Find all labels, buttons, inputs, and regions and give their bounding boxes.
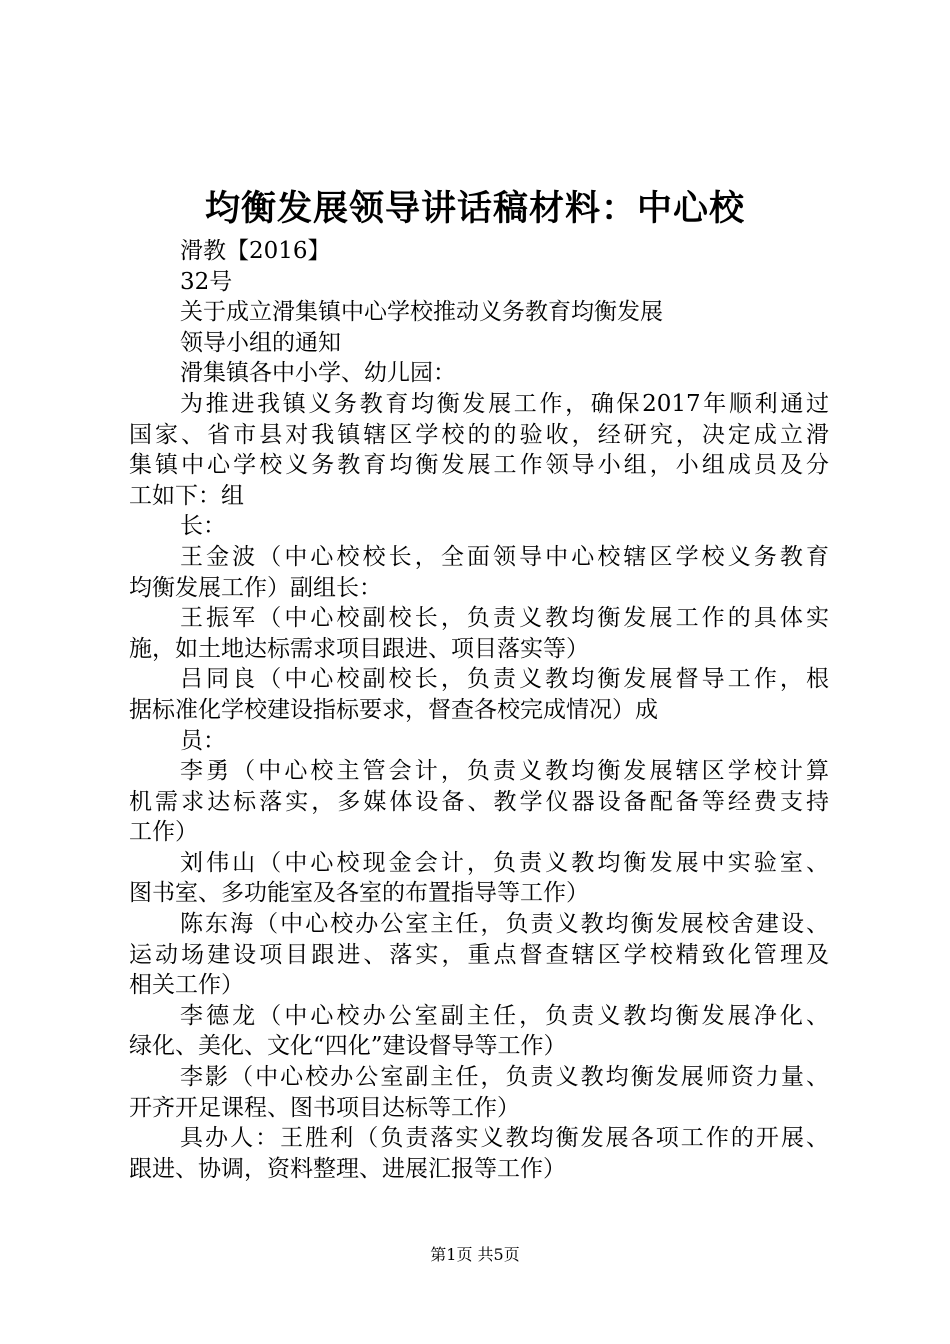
body-line: 李德龙（中心校办公室副主任，负责义教均衡发展净化、 bbox=[180, 1002, 829, 1029]
body-line: 关于成立滑集镇中心学校推动义务教育均衡发展 bbox=[180, 299, 663, 326]
body-line: 绿化、美化、文化“四化”建设督导等工作） bbox=[129, 1033, 567, 1060]
body-line: 李勇（中心校主管会计，负责义教均衡发展辖区学校计算 bbox=[180, 758, 829, 785]
body-line: 相关工作） bbox=[129, 972, 244, 999]
document-body bbox=[129, 236, 829, 1184]
body-line: 员： bbox=[180, 727, 226, 754]
body-line: 刘伟山（中心校现金会计，负责义教均衡发展中实验室、 bbox=[180, 849, 829, 876]
body-line: 跟进、协调，资料整理、进展汇报等工作） bbox=[129, 1155, 566, 1182]
body-line: 开齐开足课程、图书项目达标等工作） bbox=[129, 1094, 520, 1121]
body-line: 机需求达标落实，多媒体设备、教学仪器设备配备等经费支持 bbox=[129, 788, 829, 815]
body-line: 运动场建设项目跟进、落实，重点督查辖区学校精致化管理及 bbox=[129, 941, 829, 968]
body-line: 长： bbox=[180, 513, 226, 540]
body-line: 为推进我镇义务教育均衡发展工作，确保2017年顺利通过 bbox=[180, 390, 829, 417]
body-line: 工作） bbox=[129, 819, 198, 846]
body-line: 李影（中心校办公室副主任，负责义教均衡发展师资力量、 bbox=[180, 1064, 829, 1091]
body-line: 领导小组的通知 bbox=[180, 329, 341, 356]
body-line: 陈东海（中心校办公室主任，负责义教均衡发展校舍建设、 bbox=[180, 911, 829, 938]
body-line: 图书室、多功能室及各室的布置指导等工作） bbox=[129, 880, 589, 907]
body-line: 施，如土地达标需求项目跟进、项目落实等） bbox=[129, 635, 589, 662]
body-line: 国家、省市县对我镇辖区学校的的验收，经研究，决定成立滑 bbox=[129, 421, 829, 448]
body-line: 集镇中心学校义务教育均衡发展工作领导小组，小组成员及分 bbox=[129, 452, 829, 479]
document-title: 均衡发展领导讲话稿材料：中心校 bbox=[204, 188, 745, 229]
body-line: 32号 bbox=[180, 268, 233, 295]
body-line: 滑集镇各中小学、幼儿园： bbox=[180, 360, 456, 387]
body-line: 具办人：王胜利（负责落实义教均衡发展各项工作的开展、 bbox=[180, 1125, 829, 1152]
body-line: 吕同良（中心校副校长，负责义教均衡发展督导工作，根 bbox=[180, 666, 829, 693]
body-line: 均衡发展工作）副组长： bbox=[129, 574, 382, 601]
page-footer: 第1页 共5页 bbox=[430, 1245, 520, 1264]
body-line: 滑教【2016】 bbox=[180, 238, 331, 264]
body-line: 工如下：组 bbox=[129, 482, 244, 509]
body-line: 王振军（中心校副校长，负责义教均衡发展工作的具体实 bbox=[180, 605, 829, 632]
body-line: 据标准化学校建设指标要求，督查各校完成情况）成 bbox=[129, 696, 658, 723]
body-line: 王金波（中心校校长，全面领导中心校辖区学校义务教育 bbox=[180, 543, 829, 570]
